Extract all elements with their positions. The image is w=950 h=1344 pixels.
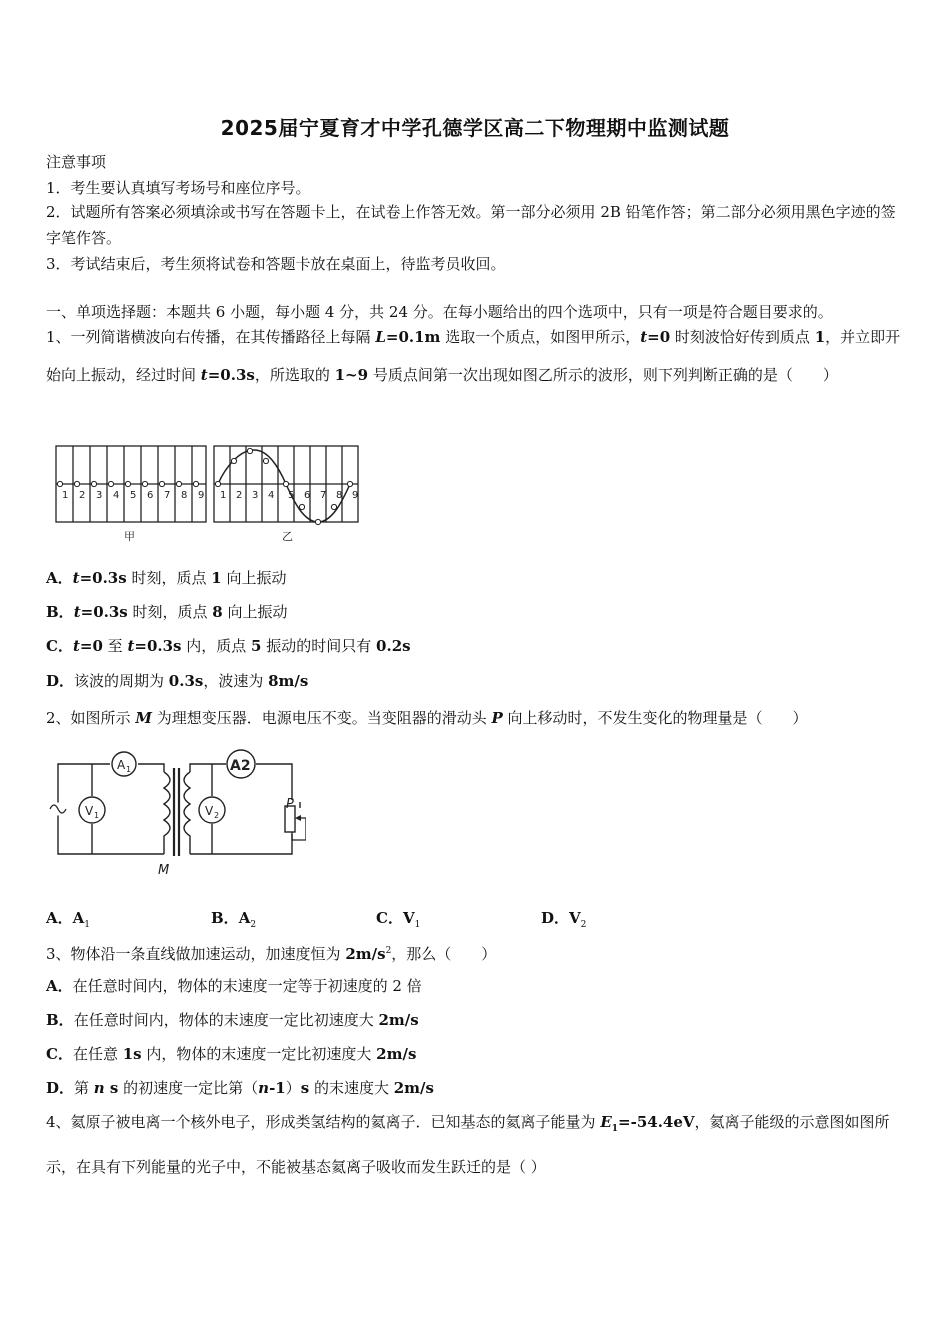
jia-label-1: 1 <box>62 490 69 501</box>
svg-text:2: 2 <box>214 811 220 820</box>
q1-option-c[interactable]: C．t=0 至 t=0.3s 内，质点 5 振动的时间只有 0.2s <box>46 637 411 655</box>
option-text-part: 在任意 <box>72 1045 123 1063</box>
option-text-part: 的初速度一定比第（ <box>118 1079 259 1097</box>
secondary-coil <box>184 772 190 854</box>
option-text-part: 2m/s <box>378 1011 419 1029</box>
q1-option-d[interactable]: D．该波的周期为 0.3s，波速为 8m/s <box>46 672 309 690</box>
jia-label-9: 9 <box>198 490 205 501</box>
primary-coil <box>164 772 170 854</box>
svg-text:1: 1 <box>126 765 132 774</box>
jia-label-5: 5 <box>130 490 137 501</box>
option-text-part: =0.3s <box>80 603 128 621</box>
option-text-part: t <box>72 637 80 655</box>
option-text-part: 时刻，质点 <box>127 603 213 621</box>
question-1-stem: 1、一列简谐横波向右传播，在其传播路径上每隔 L=0.1m 选取一个质点，如图甲所示，t=0 时刻波恰好传到质点 1，并立即开始向上振动，经过时间 t=0.3s，所选取的 1~9 号质点间第一次出现如图乙所示的波形，则下列判断正确的是（ ） <box>46 328 901 384</box>
option-text-part: =0 <box>79 637 103 655</box>
yi-label-6: 6 <box>304 490 311 501</box>
q3-option-b[interactable]: B．在任意时间内，物体的末速度一定比初速度大 2m/s <box>46 1011 419 1029</box>
figure-yi-caption: 乙 <box>282 530 293 543</box>
option-text-part: s <box>300 1079 310 1097</box>
option-text-part: 在任意时间内，物体的末速度一定等于初速度的 2 倍 <box>72 977 422 995</box>
option-text-part: 内，质点 <box>181 637 252 655</box>
option-text-part: 8m/s <box>268 672 309 690</box>
figure-jia-caption: 甲 <box>124 530 135 543</box>
notice-item-1: 1．考生要认真填写考场号和座位序号。 <box>46 179 311 197</box>
notice-item-3: 3．考试结束后，考生须将试卷和答题卡放在桌面上，待监考员收回。 <box>46 255 506 273</box>
option-text-part: ，波速为 <box>203 672 269 690</box>
yi-label-7: 7 <box>320 490 327 501</box>
option-text-part: t <box>127 637 135 655</box>
option-text-part: n <box>93 1079 105 1097</box>
notice-item-2: 2．试题所有答案必须填涂或书写在答题卡上，在试卷上作答无效。第一部分必须用 2B 铅笔作答；第二部分必须用黑色字迹的签字笔作答。 <box>46 203 896 247</box>
option-text-part: 1s <box>122 1045 142 1063</box>
option-text-part: 振动的时间只有 <box>261 637 377 655</box>
yi-points <box>215 448 352 524</box>
option-text-part: 向上振动 <box>222 603 288 621</box>
q2-option-b[interactable]: B．$A_2$ <box>211 909 257 930</box>
jia-label-7: 7 <box>164 490 171 501</box>
yi-label-3: 3 <box>252 490 259 501</box>
label-p: P <box>286 797 294 812</box>
jia-label-4: 4 <box>113 490 120 501</box>
option-text-part: 8 <box>212 603 223 621</box>
option-text-part: n <box>258 1079 270 1097</box>
option-text-part: ） <box>285 1079 301 1097</box>
yi-label-5: 5 <box>288 490 295 501</box>
option-text-part: 0.2s <box>376 637 411 655</box>
slider-arrow-icon <box>292 818 306 840</box>
notice-heading: 注意事项 <box>46 153 107 171</box>
option-text-part: 向上振动 <box>221 569 287 587</box>
wave-figure <box>46 442 366 550</box>
option-text-part: t <box>72 569 80 587</box>
q2-option-c[interactable]: C．$V_1$ <box>376 909 421 930</box>
label-m: M <box>158 863 170 878</box>
q1-option-b[interactable]: B．t=0.3s 时刻，质点 8 向上振动 <box>46 603 288 621</box>
option-text-part: s <box>104 1079 119 1097</box>
jia-label-3: 3 <box>96 490 103 501</box>
option-text-part: 内，物体的末速度一定比初速度大 <box>141 1045 377 1063</box>
svg-text:V: V <box>205 804 214 818</box>
q3-option-d[interactable]: D．第 n s 的初速度一定比第（n-1）s 的末速度大 2m/s <box>46 1079 434 1097</box>
jia-label-2: 2 <box>79 490 86 501</box>
option-text-part: -1 <box>269 1079 286 1097</box>
option-text-part: 0.3s <box>168 672 204 690</box>
option-text-part: 该波的周期为 <box>74 672 169 690</box>
yi-label-8: 8 <box>336 490 343 501</box>
option-text-part: =0.3s <box>79 569 127 587</box>
question-3-stem: 3、物体沿一条直线做加速运动，加速度恒为 $2m/s^2$，那么（ ） <box>46 945 497 963</box>
option-text-part: 2m/s <box>393 1079 434 1097</box>
option-text-part: t <box>73 603 81 621</box>
jia-label-6: 6 <box>147 490 154 501</box>
q1-option-a[interactable]: A．t=0.3s 时刻，质点 1 向上振动 <box>46 569 287 587</box>
transformer-circuit-figure <box>44 744 306 882</box>
option-text-part: 至 <box>102 637 128 655</box>
yi-label-1: 1 <box>220 490 227 501</box>
option-text-part: 第 <box>74 1079 94 1097</box>
svg-text:A2: A2 <box>230 758 251 774</box>
jia-points <box>57 481 198 486</box>
svg-text:A: A <box>117 758 126 772</box>
q2-option-d[interactable]: D．$V_2$ <box>541 909 587 930</box>
jia-label-8: 8 <box>181 490 188 501</box>
question-2-stem: 2、如图所示 M 为理想变压器．电源电压不变。当变阻器的滑动头 P 向上移动时，不发生变化的物理量是（ ） <box>46 709 808 727</box>
option-text-part: 时刻，质点 <box>126 569 212 587</box>
svg-text:V: V <box>85 804 94 818</box>
option-text-part: =0.3s <box>134 637 182 655</box>
option-text-part: 2m/s <box>376 1045 417 1063</box>
page-title: 2025届宁夏育才中学孔德学区高二下物理期中监测试题 <box>220 116 730 140</box>
option-text-part: 5 <box>251 637 262 655</box>
yi-label-2: 2 <box>236 490 243 501</box>
question-4-stem: 4、氦原子被电离一个核外电子，形成类氢结构的氦离子．已知基态的氦离子能量为 $E_1=-54.4eV$，氦离子能级的示意图如图所示，在具有下列能量的光子中，不能被基态氦离子吸收而发生跃迁的是（ ） <box>46 1113 890 1176</box>
yi-label-9: 9 <box>352 490 359 501</box>
yi-label-4: 4 <box>268 490 275 501</box>
option-text-part: 1 <box>211 569 222 587</box>
q2-option-a[interactable]: A．$A_1$ <box>46 909 91 930</box>
svg-text:1: 1 <box>94 811 100 820</box>
section-heading: 一、单项选择题：本题共 6 小题，每小题 4 分，共 24 分。在每小题给出的四个选项中，只有一项是符合题目要求的。 <box>46 303 833 321</box>
option-text-part: 在任意时间内，物体的末速度一定比初速度大 <box>73 1011 379 1029</box>
q3-option-c[interactable]: C．在任意 1s 内，物体的末速度一定比初速度大 2m/s <box>46 1045 417 1063</box>
q3-option-a[interactable]: A．在任意时间内，物体的末速度一定等于初速度的 2 倍 <box>46 977 422 995</box>
option-text-part: 的末速度大 <box>309 1079 394 1097</box>
